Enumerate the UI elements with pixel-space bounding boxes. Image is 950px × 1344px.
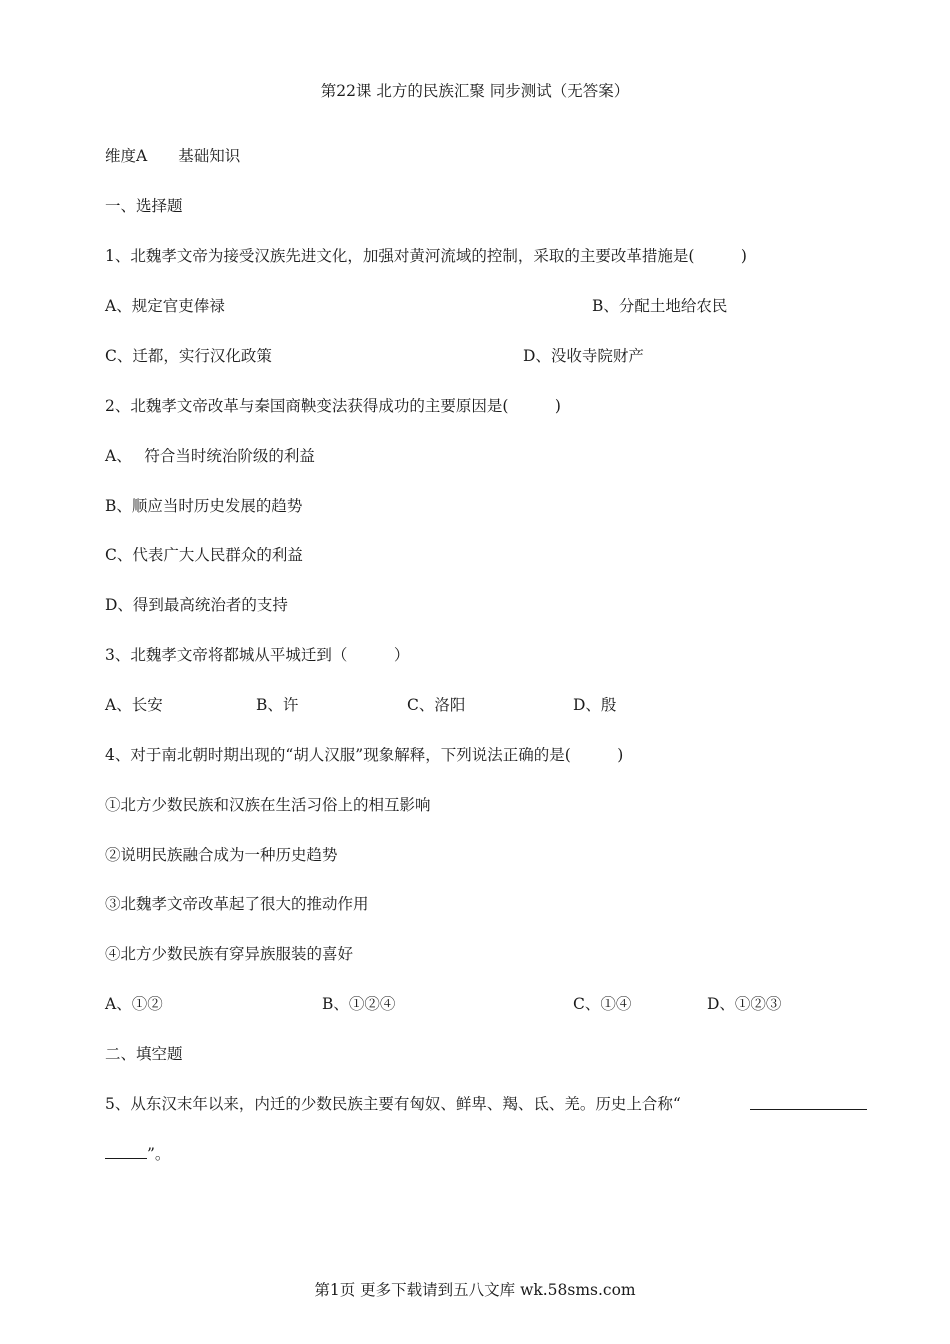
answer-blank-line-2 bbox=[105, 1144, 147, 1159]
question-2-option-a: A、 符合当时统治阶级的利益 bbox=[105, 447, 315, 465]
question-4-option-c: C、①④ bbox=[573, 995, 632, 1013]
question-5-end: ”。 bbox=[147, 1145, 171, 1163]
answer-blank-line-1 bbox=[750, 1109, 867, 1110]
question-4-statement-2: ②说明民族融合成为一种历史趋势 bbox=[105, 846, 338, 864]
question-1-option-a: A、规定官吏俸禄 bbox=[105, 297, 225, 315]
question-4-statement-4: ④北方少数民族有穿异族服装的喜好 bbox=[105, 945, 354, 963]
question-2-option-b: B、顺应当时历史发展的趋势 bbox=[105, 497, 303, 515]
question-2-option-d: D、得到最高统治者的支持 bbox=[105, 596, 288, 614]
question-3-option-b: B、许 bbox=[256, 696, 299, 714]
question-1-option-c: C、迁都，实行汉化政策 bbox=[105, 347, 272, 365]
page-footer: 第1页 更多下载请到五八文库 wk.58sms.com bbox=[314, 1281, 636, 1299]
question-4-option-d: D、①②③ bbox=[707, 995, 782, 1013]
question-4-option-a: A、①② bbox=[105, 995, 163, 1013]
question-3-option-a: A、长安 bbox=[105, 696, 163, 714]
question-1-stem: 1、北魏孝文帝为接受汉族先进文化，加强对黄河流域的控制，采取的主要改革措施是( ) bbox=[105, 247, 747, 265]
question-3-option-d: D、殷 bbox=[573, 696, 617, 714]
question-2-stem: 2、北魏孝文帝改革与秦国商鞅变法获得成功的主要原因是( ) bbox=[105, 397, 561, 415]
question-4-option-b: B、①②④ bbox=[322, 995, 396, 1013]
section-heading-choice: 一、选择题 bbox=[105, 197, 183, 215]
question-2-option-c: C、代表广大人民群众的利益 bbox=[105, 546, 303, 564]
question-4-statement-3: ③北魏孝文帝改革起了很大的推动作用 bbox=[105, 895, 369, 913]
question-1-option-b: B、分配土地给农民 bbox=[592, 297, 728, 315]
page-title: 第22课 北方的民族汇聚 同步测试（无答案） bbox=[320, 82, 630, 100]
question-4-statement-1: ①北方少数民族和汉族在生活习俗上的相互影响 bbox=[105, 796, 431, 814]
question-3-stem: 3、北魏孝文帝将都城从平城迁到（ ） bbox=[105, 646, 410, 664]
question-3-option-c: C、洛阳 bbox=[407, 696, 466, 714]
dimension-heading: 维度A 基础知识 bbox=[105, 147, 241, 165]
question-4-stem: 4、对于南北朝时期出现的“胡人汉服”现象解释，下列说法正确的是( ) bbox=[105, 746, 624, 764]
section-heading-fill: 二、填空题 bbox=[105, 1045, 183, 1063]
question-1-option-d: D、没收寺院财产 bbox=[523, 347, 644, 365]
question-5-end-line bbox=[105, 1144, 170, 1164]
question-5-stem: 5、从东汉末年以来，内迁的少数民族主要有匈奴、鲜卑、羯、氐、羌。历史上合称“ bbox=[105, 1095, 681, 1113]
